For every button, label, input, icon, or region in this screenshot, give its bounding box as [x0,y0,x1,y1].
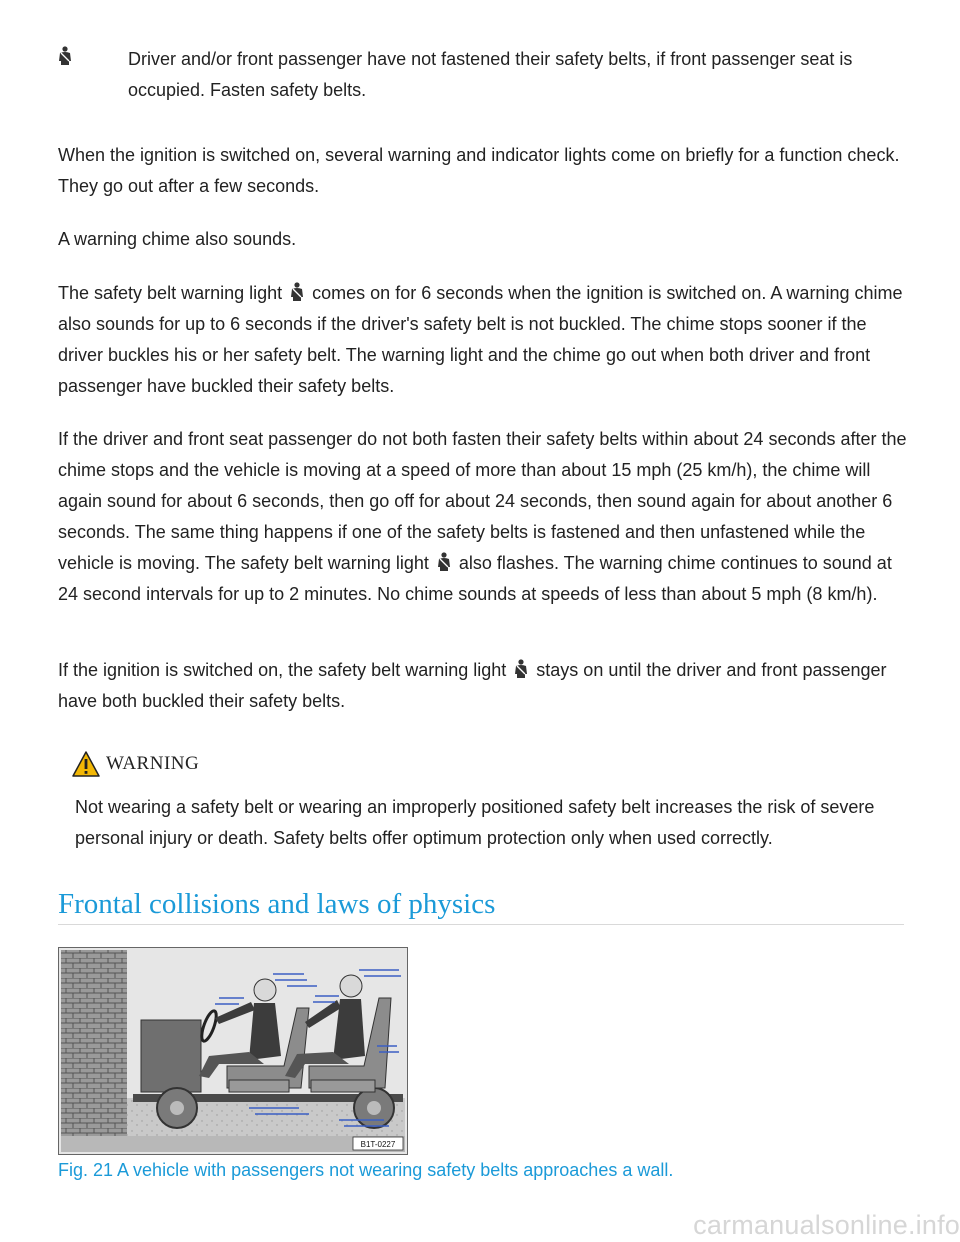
seatbelt-warning-icon [513,659,529,679]
paragraph-ignition-check: When the ignition is switched on, several warning and indicator lights come on briefly for a function check. They go out after a few seconds. [58,145,900,196]
paragraph-belt-stays-on [58,655,908,717]
figure-code: B1T-0227 [360,1140,396,1149]
seatbelt-warning-icon [436,552,452,572]
figure-frontal-collision [58,947,408,1155]
legend-text: Driver and/or front passenger have not fastened their safety belts, if front passenger seat is occupied. Fasten safety belts. [128,49,853,100]
paragraph-belt-intervals [58,424,908,610]
collision-illustration [59,948,407,1154]
figure-caption: Fig. 21 A vehicle with passengers not wearing safety belts approaches a wall. [58,1160,674,1180]
paragraph-chime: A warning chime also sounds. [58,229,297,249]
paragraph-belt-light-end: comes on for 6 seconds when the ignition is switched on. A warning chime also sounds for up to 6 seconds if the driver's safety belt is not buckled. The chime stops sooner if the driver buckles his or her safety belt. The warning light and the chime go out when both driver and front passenger have buckled their safety belts. [58,283,903,396]
paragraph-belt-light [58,278,908,402]
seatbelt-warning-icon [289,282,305,302]
brick-wall [61,950,127,1136]
paragraph-belt-stays-on-end: stays on until the driver and front passenger have both buckled their safety belts. [58,660,887,711]
warning-header [72,748,199,780]
paragraph-belt-light-start: The safety belt warning light [58,283,283,303]
section-title: Frontal collisions and laws of physics [58,888,496,920]
paragraph-belt-intervals-end: also flashes. The warning chime continues to sound at 24 second intervals for up to 2 minutes. No chime sounds at speeds of less than about 5 mph (8 km/h). [58,553,892,604]
watermark-text: carmanualsonline.info [693,1210,960,1240]
paragraph-belt-intervals-start: If the driver and front seat passenger do not both fasten their safety belts within about 24 seconds after the chime stops and the vehicle is moving at a speed of more than about 15 mph (25 km/h), the chime will again sound for about 6 seconds, then go off for about 24 seconds, then sound again for about another 6 seconds. The same thing happens if one of the safety belts is fastened and then unfastened while the vehicle is moving. The safety belt warning light [58,429,907,573]
engine-block [141,1020,201,1092]
warning-text: Not wearing a safety belt or wearing an improperly positioned safety belt increases the risk of severe personal injury or death. Safety belts offer optimum protection only when used correctly. [75,797,875,848]
warning-triangle-icon [72,751,100,777]
warning-label: WARNING [106,753,200,774]
section-divider [58,924,904,925]
paragraph-belt-stays-on-start: If the ignition is switched on, the safety belt warning light [58,660,507,680]
seatbelt-warning-icon [57,46,73,66]
